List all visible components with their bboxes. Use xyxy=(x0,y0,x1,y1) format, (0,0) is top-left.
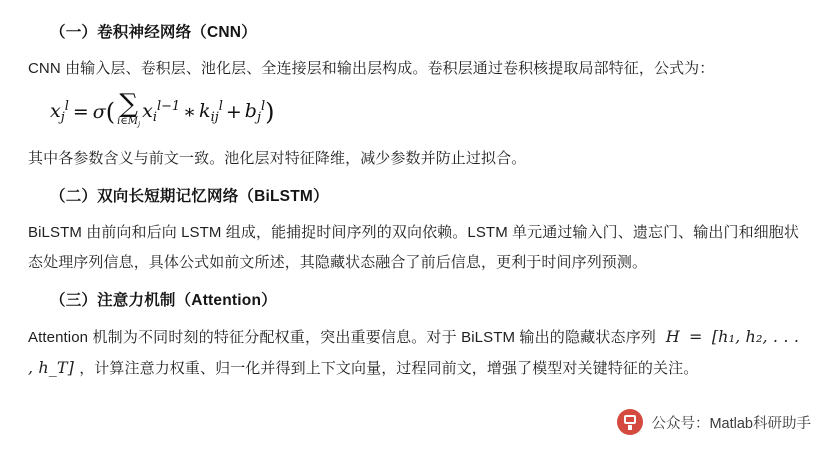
formula-lhs: $x_j^l$ xyxy=(50,99,69,125)
formula-term-k: $k_{ij}^l$ xyxy=(199,99,223,125)
watermark-label: 公众号：Matlab科研助手 xyxy=(651,415,811,432)
formula-term-x: $x_i^{l-1}$ xyxy=(142,99,181,125)
attention-text-lead: Attention 机制为不同时刻的特征分配权重，突出重要信息。对于 BiLSTM 输出的隐藏状态序列 xyxy=(28,329,657,347)
attention-text-tail: ，计算注意力权重、归一化并得到上下文向量，过程同前文，增强了模型对关键特征的关注。 xyxy=(79,360,699,378)
formula-close-paren: ) xyxy=(265,98,275,127)
section-cnn-paragraph: CNN 由输入层、卷积层、池化层、全连接层和输出层构成。卷积层通过卷积核提取局部特征，公式为： xyxy=(28,60,715,77)
formula-open-paren: ( xyxy=(105,98,116,127)
formula-cnn xyxy=(50,89,799,130)
section-bilstm-paragraph: BiLSTM 由前向和后向 LSTM 组成，能捕捉时间序列的双向依赖。LSTM 单元通过输入门、遗忘门、输出门和细胞状态处理序列信息，具体公式如前文所述，其隐藏状态融合了前后信息，更利于时间序列预测。 xyxy=(28,224,799,272)
formula-plus-operator: + xyxy=(225,101,242,124)
section-heading-attention: （三）注意力机制（Attention） xyxy=(50,292,277,310)
section-heading-cnn: （一）卷积神经网络（CNN） xyxy=(50,24,257,41)
section-heading-bilstm: （二）双向长短期记忆网络（BiLSTM） xyxy=(50,188,329,206)
formula-sigma: σ xyxy=(92,101,106,124)
formula-attention-inline: H = [h₁, h₂, . . . , h_T] xyxy=(28,327,800,378)
formula-conv-operator: ∗ xyxy=(183,101,197,124)
camera-logo-icon xyxy=(617,409,643,435)
section-cnn-after-formula: 其中各参数含义与前文一致。池化层对特征降维，减少参数并防止过拟合。 xyxy=(28,150,527,168)
section-attention-paragraph xyxy=(28,322,799,384)
formula-summation: ∑ $i\in M_j$ xyxy=(117,89,141,129)
formula-equals: = xyxy=(72,101,89,124)
formula-term-b: $b_j^l$ xyxy=(244,99,266,125)
watermark xyxy=(617,409,811,435)
